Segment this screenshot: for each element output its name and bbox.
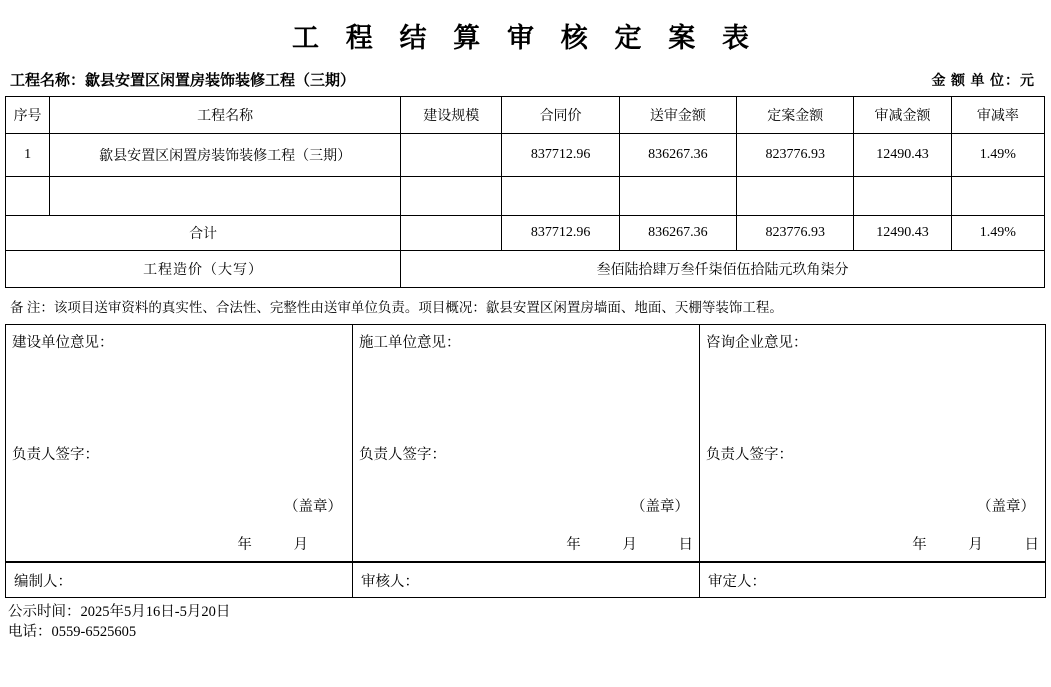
opinion-signature-owner: 负责人签字：: [12, 447, 99, 463]
cell-reduced: 12490.43: [854, 134, 951, 177]
cell-reduced: [854, 177, 951, 216]
opinion-cell-owner: [6, 325, 353, 562]
total-label: 合计: [6, 216, 401, 251]
signers-table: [5, 562, 1046, 598]
currency-unit-label: 金 额 单 位：元: [931, 74, 1035, 89]
col-header-index: 序号: [6, 97, 50, 134]
opinion-year-owner: 年: [237, 537, 252, 553]
table-row: [6, 134, 1045, 177]
total-approved: 823776.93: [737, 216, 854, 251]
opinion-month-contractor: 月: [622, 537, 637, 553]
opinion-signature-contractor: 负责人签字：: [359, 447, 446, 463]
col-header-submitted: 送审金额: [619, 97, 736, 134]
subheader: [0, 65, 1051, 96]
page-title: 工 程 结 算 审 核 定 案 表: [292, 23, 759, 53]
total-contract: 837712.96: [502, 216, 619, 251]
opinion-year-consultant: 年: [912, 537, 927, 553]
cell-scale: [401, 177, 502, 216]
total-submitted: 836267.36: [619, 216, 736, 251]
opinion-signature-consultant: 负责人签字：: [706, 447, 793, 463]
cell-project-name: 歙县安置区闲置房装饰装修工程（三期）: [50, 134, 401, 177]
opinion-cell-contractor: [353, 325, 700, 562]
project-name-label: 工程名称：歙县安置区闲置房装饰装修工程（三期）: [10, 73, 356, 89]
cell-approved: [737, 177, 854, 216]
amount-in-words-label: 工程造价（大写）: [6, 251, 401, 288]
table-row-empty: [6, 177, 1045, 216]
opinion-seal-consultant: （盖章）: [977, 499, 1035, 515]
cell-project-name: [50, 177, 401, 216]
amount-in-words-value: 叁佰陆拾肆万叁仟柒佰伍拾陆元玖角柒分: [401, 251, 1045, 288]
signer-reviewer: 审核人：: [353, 563, 700, 598]
col-header-rate: 审减率: [951, 97, 1044, 134]
col-header-approved: 定案金额: [737, 97, 854, 134]
total-scale: [401, 216, 502, 251]
col-header-scale: 建设规模: [401, 97, 502, 134]
opinion-day-contractor: 日: [678, 537, 693, 553]
opinion-seal-contractor: （盖章）: [631, 499, 689, 515]
opinion-month-consultant: 月: [968, 537, 983, 553]
opinion-title-owner: 建设单位意见：: [12, 335, 114, 351]
total-reduced: 12490.43: [854, 216, 951, 251]
opinion-date-contractor: [359, 533, 693, 554]
opinion-day-consultant: 日: [1024, 537, 1039, 553]
cell-contract: 837712.96: [502, 134, 619, 177]
opinion-seal-owner: （盖章）: [284, 499, 342, 515]
cell-submitted: 836267.36: [619, 134, 736, 177]
cell-contract: [502, 177, 619, 216]
publish-time: 公示时间：2025年5月16日-5月20日: [8, 604, 231, 620]
col-header-name: 工程名称: [50, 97, 401, 134]
settlement-table: [5, 96, 1045, 288]
cell-index: [6, 177, 50, 216]
table-total-row: [6, 216, 1045, 251]
col-header-contract: 合同价: [502, 97, 619, 134]
remark-text: 备 注：该项目送审资料的真实性、合法性、完整性由送审单位负责。项目概况：歙县安置区闲置房墙面、地面、天棚等装饰工程。: [10, 300, 783, 315]
opinion-date-owner: [12, 533, 346, 554]
footer-notes: [8, 602, 1051, 642]
opinion-year-contractor: 年: [566, 537, 581, 553]
cell-submitted: [619, 177, 736, 216]
cell-scale: [401, 134, 502, 177]
cell-approved: 823776.93: [737, 134, 854, 177]
opinion-month-owner: 月: [293, 537, 308, 553]
remark-wrapper: [0, 288, 1051, 324]
contact-phone: 电话：0559-6525605: [8, 624, 137, 640]
total-rate: 1.49%: [951, 216, 1044, 251]
opinion-title-consultant: 咨询企业意见：: [706, 335, 808, 351]
signer-approver: 审定人：: [700, 563, 1046, 598]
cell-rate: 1.49%: [951, 134, 1044, 177]
table-words-row: [6, 251, 1045, 288]
col-header-reduced: 审减金额: [854, 97, 951, 134]
table-header-row: [6, 97, 1045, 134]
signer-preparer: 编制人：: [6, 563, 353, 598]
cell-rate: [951, 177, 1044, 216]
cell-index: 1: [6, 134, 50, 177]
opinion-title-contractor: 施工单位意见：: [359, 335, 461, 351]
opinion-cell-consultant: [700, 325, 1046, 562]
opinions-table: [5, 324, 1046, 562]
opinion-date-consultant: [706, 533, 1039, 554]
